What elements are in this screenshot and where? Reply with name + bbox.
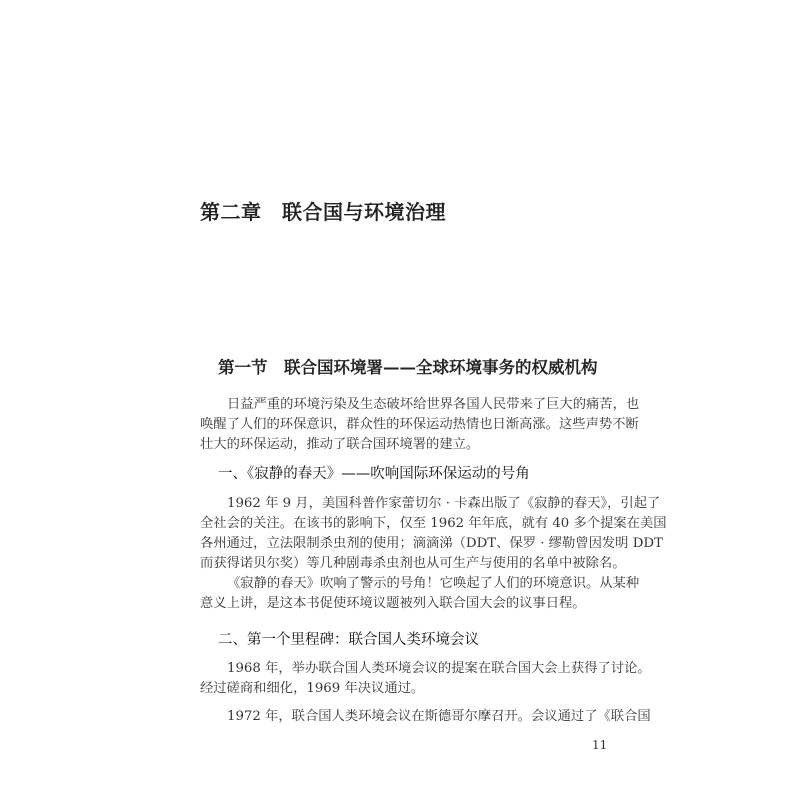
paragraph-line: 1968 年，举办联合国人类环境会议的提案在联合国大会上获得了讨论。 — [227, 661, 651, 676]
subsection-heading: 一、《寂静的春天》——吹响国际环保运动的号角 — [218, 466, 530, 482]
paragraph-line: 1962 年 9 月，美国科普作家蕾切尔 · 卡森出版了《寂静的春天》，引起了 — [227, 496, 661, 511]
paragraph-line: 而获得诺贝尔奖）等几种剧毒杀虫剂也从可生产与使用的名单中被除名。 — [200, 556, 626, 571]
paragraph-line: 全社会的关注。在该书的影响下，仅至 1962 年年底，就有 40 多个提案在美国 — [200, 516, 667, 531]
paragraph-line: 唤醒了人们的环保意识，群众性的环保运动热情也日渐高涨。这些声势不断 — [200, 417, 639, 432]
page-number: 11 — [592, 738, 608, 752]
paragraph-line: 日益严重的环境污染及生态破坏给世界各国人民带来了巨大的痛苦，也 — [227, 397, 640, 412]
paragraph-line: 1972 年，联合国人类环境会议在斯德哥尔摩召开。会议通过了《联合国 — [227, 709, 651, 724]
paragraph-line: 壮大的环保运动，推动了联合国环境署的建立。 — [200, 437, 480, 452]
subsection-heading: 二、第一个里程碑：联合国人类环境会议 — [218, 632, 479, 648]
paragraph-line: 意义上讲，是这本书促使环境议题被列入联合国大会的议事日程。 — [200, 596, 586, 611]
chapter-title: 第二章 联合国与环境治理 — [200, 200, 446, 224]
paragraph-line: 各州通过，立法限制杀虫剂的使用；滴滴涕（DDT、保罗 · 缪勒曾因发明 DDT — [200, 536, 663, 551]
paragraph-line: 经过磋商和细化，1969 年决议通过。 — [200, 681, 425, 696]
paragraph-line: 《寂静的春天》吹响了警示的号角！它唤起了人们的环境意识。从某种 — [227, 576, 640, 591]
section-title: 第一节 联合国环境署——全球环境事务的权威机构 — [218, 358, 598, 377]
